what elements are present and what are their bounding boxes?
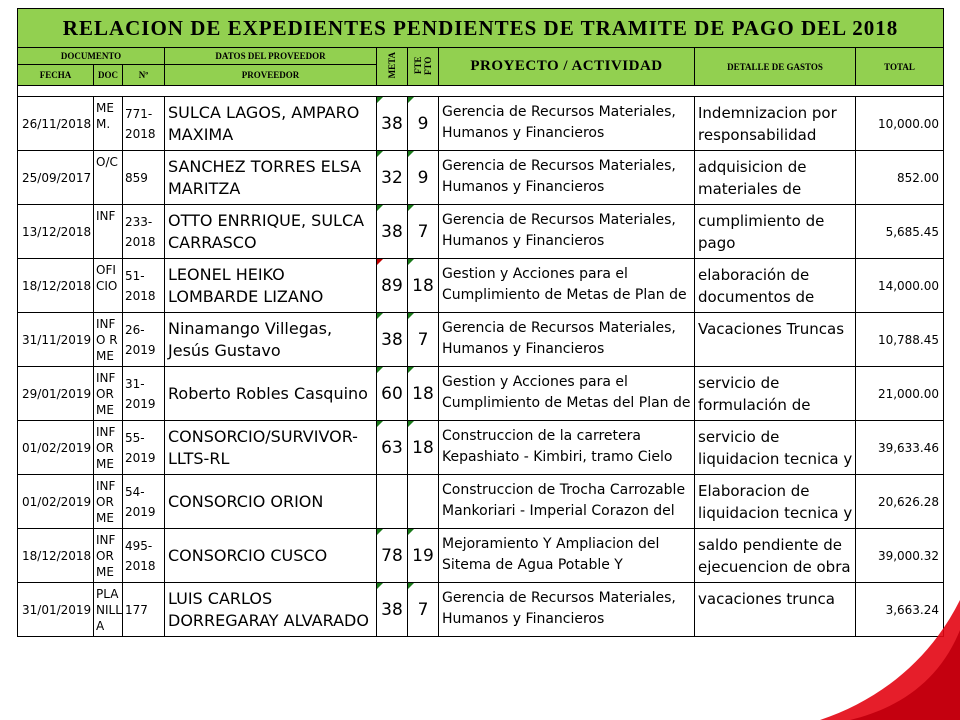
comment-marker	[408, 97, 414, 103]
cell-total: 3,663.24	[856, 583, 944, 637]
cell-proyecto: Gestion y Acciones para el Cumplimiento de Metas de Plan de	[439, 259, 695, 313]
comment-marker	[377, 313, 383, 319]
table-row	[18, 205, 944, 259]
page-title: RELACION DE EXPEDIENTES PENDIENTES DE TRAMITE DE PAGO DEL 2018	[18, 9, 944, 48]
cell-meta: 78	[377, 529, 408, 583]
cell-numero: 51- 2018	[123, 259, 165, 313]
cell-proveedor: CONSORCIO ORION	[165, 475, 377, 529]
cell-numero: 31- 2019	[123, 367, 165, 421]
cell-fte: 18	[408, 421, 439, 475]
cell-total: 39,633.46	[856, 421, 944, 475]
cell-meta: 89	[377, 259, 408, 313]
cell-detalle: Indemnizacion por responsabilidad	[695, 97, 856, 151]
cell-proyecto: Gerencia de Recursos Materiales, Humanos y Financieros	[439, 313, 695, 367]
cell-proveedor: LEONEL HEIKO LOMBARDE LIZANO	[165, 259, 377, 313]
cell-detalle: Elaboracion de liquidacion tecnica y	[695, 475, 856, 529]
cell-proveedor: SULCA LAGOS, AMPARO MAXIMA	[165, 97, 377, 151]
cell-proyecto: Gerencia de Recursos Materiales, Humanos y Financieros	[439, 97, 695, 151]
cell-doc: PLA NILL A	[94, 583, 123, 637]
cell-fecha: 31/11/2019	[18, 313, 94, 367]
table-row	[18, 421, 944, 475]
header-numero: Nº	[123, 65, 165, 86]
comment-marker	[408, 313, 414, 319]
header-fte-fto: FTE FTO	[408, 48, 439, 86]
cell-total: 852.00	[856, 151, 944, 205]
cell-proveedor: SANCHEZ TORRES ELSA MARITZA	[165, 151, 377, 205]
cell-fecha: 31/01/2019	[18, 583, 94, 637]
cell-fte: 9	[408, 97, 439, 151]
cell-doc: INFO RME	[94, 313, 123, 367]
cell-detalle: adquisicion de materiales de	[695, 151, 856, 205]
cell-proyecto: Gerencia de Recursos Materiales, Humanos y Financieros	[439, 151, 695, 205]
cell-proveedor: Ninamango Villegas, Jesús Gustavo	[165, 313, 377, 367]
comment-marker	[408, 529, 414, 535]
expedientes-table	[17, 8, 944, 637]
cell-total: 21,000.00	[856, 367, 944, 421]
cell-fecha: 01/02/2019	[18, 421, 94, 475]
header-doc: DOC	[94, 65, 123, 86]
cell-numero: 859	[123, 151, 165, 205]
comment-marker	[377, 259, 383, 265]
cell-fte	[408, 475, 439, 529]
cell-fte: 7	[408, 205, 439, 259]
cell-detalle: Vacaciones Truncas	[695, 313, 856, 367]
cell-detalle: servicio de formulación de	[695, 367, 856, 421]
cell-proveedor: Roberto Robles Casquino	[165, 367, 377, 421]
comment-marker	[408, 583, 414, 589]
cell-proveedor: CONSORCIO CUSCO	[165, 529, 377, 583]
cell-doc: INF OR ME	[94, 475, 123, 529]
cell-fte: 7	[408, 313, 439, 367]
expedientes-sheet	[17, 8, 943, 637]
comment-marker	[408, 151, 414, 157]
cell-fte: 7	[408, 583, 439, 637]
cell-fte: 9	[408, 151, 439, 205]
cell-numero: 771- 2018	[123, 97, 165, 151]
cell-doc: ME M.	[94, 97, 123, 151]
cell-doc: INF OR ME	[94, 421, 123, 475]
comment-marker	[377, 151, 383, 157]
cell-detalle: saldo pendiente de ejecuencion de obra	[695, 529, 856, 583]
cell-fecha: 01/02/2019	[18, 475, 94, 529]
cell-numero: 26- 2019	[123, 313, 165, 367]
cell-meta: 60	[377, 367, 408, 421]
comment-marker	[377, 529, 383, 535]
comment-marker	[408, 421, 414, 427]
cell-detalle: cumplimiento de pago	[695, 205, 856, 259]
cell-total: 10,000.00	[856, 97, 944, 151]
cell-meta: 32	[377, 151, 408, 205]
cell-doc: OFI CIO	[94, 259, 123, 313]
cell-doc: INF OR ME	[94, 529, 123, 583]
cell-meta: 38	[377, 583, 408, 637]
cell-fecha: 18/12/2018	[18, 529, 94, 583]
cell-fecha: 25/09/2017	[18, 151, 94, 205]
cell-numero: 177	[123, 583, 165, 637]
comment-marker	[377, 421, 383, 427]
comment-marker	[408, 259, 414, 265]
cell-doc: INF OR ME	[94, 367, 123, 421]
cell-doc: O/C	[94, 151, 123, 205]
cell-numero: 54- 2019	[123, 475, 165, 529]
cell-proyecto: Construccion de Trocha Carrozable Mankoriari - Imperial Corazon del	[439, 475, 695, 529]
header-spacer	[18, 86, 944, 97]
cell-detalle: elaboración de documentos de	[695, 259, 856, 313]
cell-proyecto: Gerencia de Recursos Materiales, Humanos y Financieros	[439, 205, 695, 259]
cell-proveedor: LUIS CARLOS DORREGARAY ALVARADO	[165, 583, 377, 637]
cell-proyecto: Construccion de la carretera Kepashiato - Kimbiri, tramo Cielo	[439, 421, 695, 475]
cell-fte: 18	[408, 367, 439, 421]
header-proyecto: PROYECTO / ACTIVIDAD	[439, 48, 695, 86]
red-swoosh-decoration	[820, 590, 960, 720]
header-documento: DOCUMENTO	[18, 48, 165, 65]
table-row	[18, 259, 944, 313]
table-row	[18, 529, 944, 583]
cell-proveedor: OTTO ENRRIQUE, SULCA CARRASCO	[165, 205, 377, 259]
cell-meta: 38	[377, 313, 408, 367]
comment-marker	[377, 367, 383, 373]
cell-fecha: 26/11/2018	[18, 97, 94, 151]
cell-fecha: 13/12/2018	[18, 205, 94, 259]
header-datos-proveedor: DATOS DEL PROVEEDOR	[165, 48, 377, 65]
cell-meta: 38	[377, 97, 408, 151]
cell-proyecto: Gerencia de Recursos Materiales, Humanos y Financieros	[439, 583, 695, 637]
table-row	[18, 151, 944, 205]
cell-fte: 19	[408, 529, 439, 583]
comment-marker	[377, 205, 383, 211]
cell-meta: 38	[377, 205, 408, 259]
comment-marker	[408, 205, 414, 211]
cell-numero: 233- 2018	[123, 205, 165, 259]
cell-doc: INF	[94, 205, 123, 259]
comment-marker	[377, 583, 383, 589]
table-row	[18, 367, 944, 421]
cell-fecha: 18/12/2018	[18, 259, 94, 313]
header-total: TOTAL	[856, 48, 944, 86]
header-detalle: DETALLE DE GASTOS	[695, 48, 856, 86]
cell-total: 39,000.32	[856, 529, 944, 583]
cell-total: 14,000.00	[856, 259, 944, 313]
cell-total: 5,685.45	[856, 205, 944, 259]
header-proveedor: PROVEEDOR	[165, 65, 377, 86]
comment-marker	[377, 97, 383, 103]
cell-proyecto: Mejoramiento Y Ampliacion del Sitema de Agua Potable Y	[439, 529, 695, 583]
cell-proyecto: Gestion y Acciones para el Cumplimiento de Metas del Plan de	[439, 367, 695, 421]
header-meta: META	[377, 48, 408, 86]
cell-numero: 55- 2019	[123, 421, 165, 475]
table-row	[18, 583, 944, 637]
cell-detalle: servicio de liquidacion tecnica y	[695, 421, 856, 475]
cell-meta: 63	[377, 421, 408, 475]
cell-total: 20,626.28	[856, 475, 944, 529]
table-row	[18, 97, 944, 151]
cell-fecha: 29/01/2019	[18, 367, 94, 421]
cell-proveedor: CONSORCIO/SURVIVOR- LLTS-RL	[165, 421, 377, 475]
cell-fte: 18	[408, 259, 439, 313]
comment-marker	[408, 367, 414, 373]
cell-meta	[377, 475, 408, 529]
table-row	[18, 313, 944, 367]
cell-detalle: vacaciones trunca	[695, 583, 856, 637]
table-row	[18, 475, 944, 529]
cell-numero: 495- 2018	[123, 529, 165, 583]
header-fecha: FECHA	[18, 65, 94, 86]
cell-total: 10,788.45	[856, 313, 944, 367]
